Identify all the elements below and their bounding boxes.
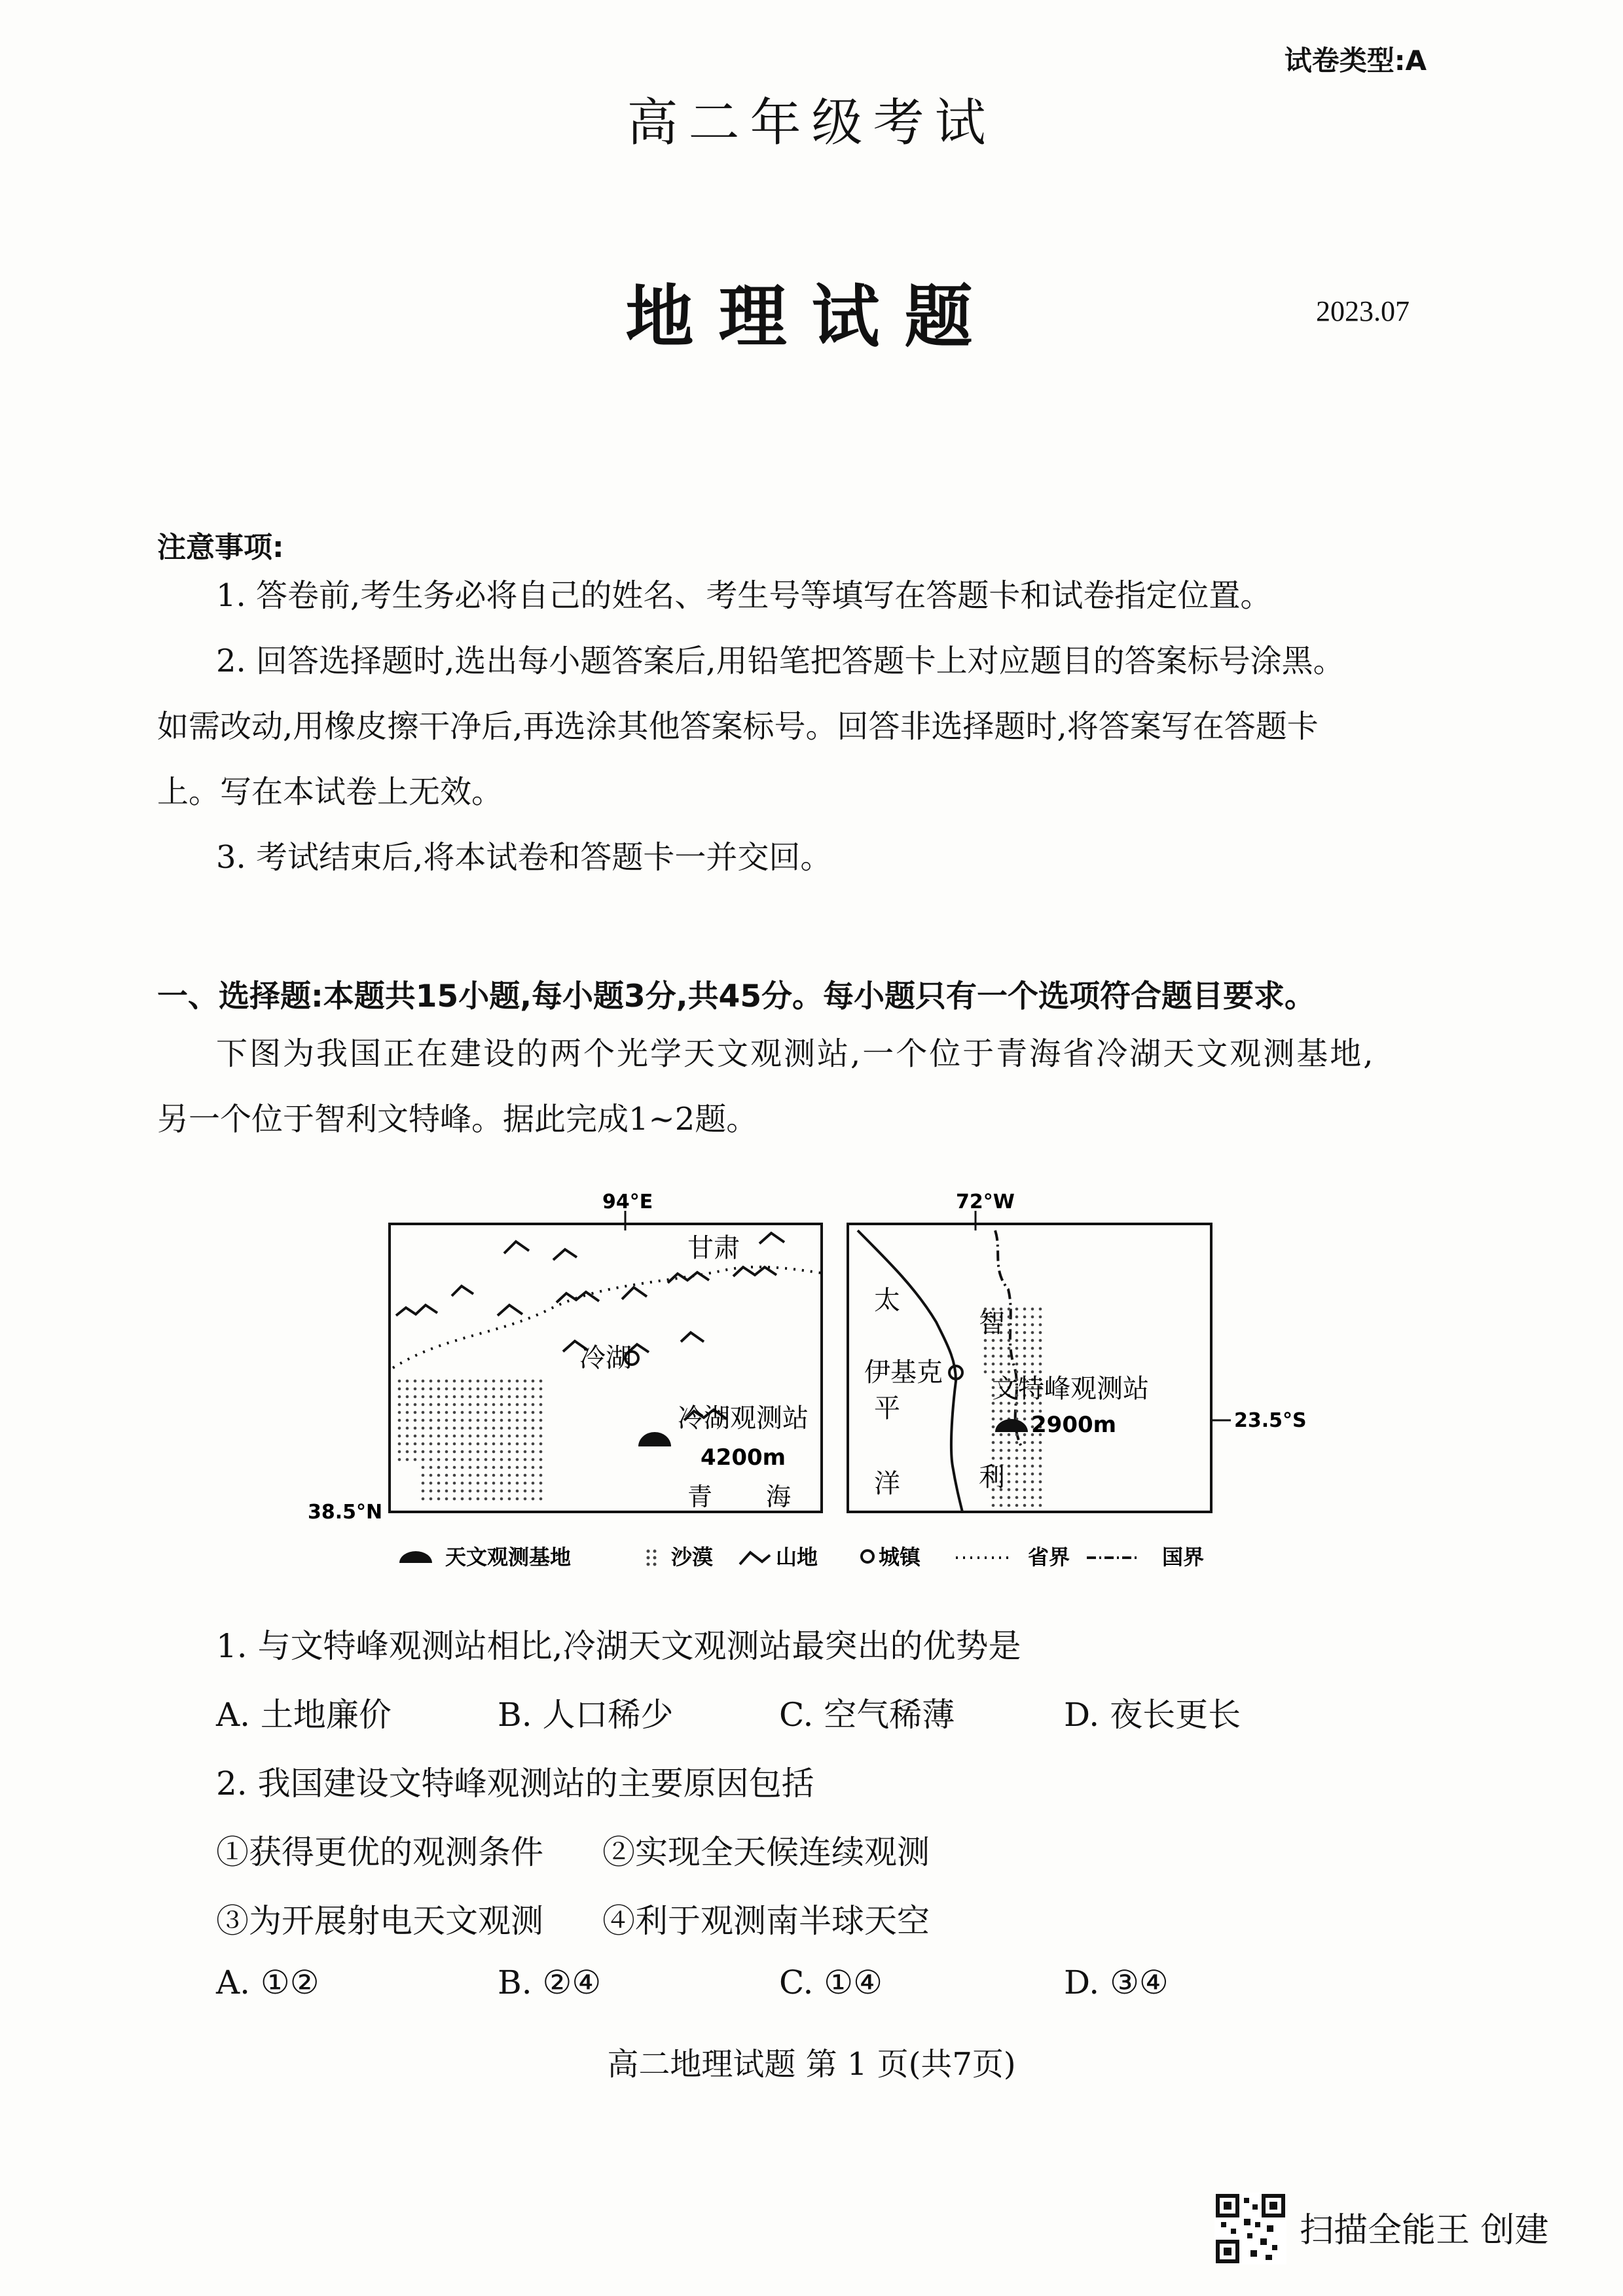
legend-town: 城镇 (879, 1545, 921, 1570)
exam-title: 高二年级考试 (627, 94, 996, 152)
section-heading: 一、选择题:本题共15小题,每小题3分,共45分。每小题只有一个选项符合题目要求。 (157, 978, 1316, 1014)
legend-mountain: 山地 (776, 1545, 818, 1570)
notice-item-2c: 上。写在本试卷上无效。 (157, 774, 503, 810)
ventarrones-station-label: 文特峰观测站 (992, 1374, 1149, 1404)
ventarrones-elevation: 2900m (1031, 1412, 1117, 1438)
page-footer: 高二地理试题 第 1 页(共7页) (607, 2046, 1016, 2083)
q1-option-d: D. 夜长更长 (1064, 1696, 1241, 1734)
ocean-label-1: 太 (874, 1285, 900, 1316)
legend-desert-icon (647, 1550, 657, 1566)
q2-statement-2: ②实现全天候连续观测 (602, 1833, 930, 1871)
map-figure (301, 1185, 1307, 1590)
notice-item-1: 1. 答卷前,考生务必将自己的姓名、考生号等填写在答题卡和试卷指定位置。 (216, 577, 1272, 614)
ventarrones-station-icon (995, 1419, 1028, 1432)
qinghai-label-1: 青 (687, 1482, 713, 1511)
notice-body (157, 563, 1480, 890)
qr-code-icon (1214, 2193, 1286, 2265)
legend-national-border: 国界 (1162, 1545, 1205, 1570)
desert-pattern-left (398, 1380, 543, 1501)
map-legend (399, 1545, 1204, 1570)
iquique-label: 伊基克 (864, 1357, 943, 1388)
legend-desert: 沙漠 (671, 1545, 714, 1570)
question-1-stem: 1. 与文特峰观测站相比,冷湖天文观测站最突出的优势是 (216, 1627, 1021, 1665)
notice-heading: 注意事项: (157, 531, 284, 564)
gansu-label: 甘肃 (687, 1233, 740, 1263)
q2-option-c: C. ①④ (779, 1964, 883, 2001)
legend-base-icon (399, 1551, 432, 1563)
legend-province-border: 省界 (1028, 1545, 1070, 1570)
notice-item-2a: 2. 回答选择题时,选出每小题答案后,用铅笔把答题卡上对应题目的答案标号涂黑。 (216, 643, 1345, 679)
lenghu-station-label: 冷湖观测站 (678, 1403, 809, 1433)
notice-item-3: 3. 考试结束后,将本试卷和答题卡一并交回。 (216, 839, 832, 876)
ocean-label-3: 洋 (874, 1469, 900, 1499)
intro-line-2: 另一个位于智利文特峰。据此完成1~2题。 (157, 1101, 758, 1138)
q2-option-d: D. ③④ (1064, 1964, 1169, 2001)
q1-option-a: A. 土地廉价 (216, 1696, 392, 1734)
question-2-stem: 2. 我国建设文特峰观测站的主要原因包括 (216, 1765, 814, 1803)
subject-title: 地理试题 (625, 276, 998, 357)
legend-town-icon (862, 1551, 873, 1562)
exam-date: 2023.07 (1316, 295, 1410, 327)
left-lat-label: 38.5°N (308, 1501, 383, 1524)
chile-label-1: 智 (979, 1308, 1005, 1338)
qinghai-label-2: 海 (766, 1482, 792, 1511)
intro-line-1: 下图为我国正在建设的两个光学天文观测站,一个位于青海省冷湖天文观测基地, (216, 1035, 1376, 1072)
legend-base: 天文观测基地 (445, 1545, 572, 1570)
notice-item-2b: 如需改动,用橡皮擦干净后,再选涂其他答案标号。回答非选择题时,将答案写在答题卡 (157, 708, 1319, 745)
right-lat-label: 23.5°S (1234, 1409, 1307, 1432)
q2-statement-3: ③为开展射电天文观测 (216, 1902, 543, 1940)
left-lon-label: 94°E (602, 1191, 653, 1213)
paper-type: 试卷类型:A (1284, 45, 1427, 77)
right-lon-label: 72°W (956, 1191, 1015, 1213)
legend-mountain-icon (740, 1552, 770, 1564)
intro-text (157, 1021, 1480, 1152)
ocean-label-2: 平 (874, 1393, 900, 1424)
q2-statement-4: ④利于观测南半球天空 (602, 1902, 930, 1940)
q2-option-b: B. ②④ (498, 1964, 602, 2001)
chile-label-2: 利 (979, 1462, 1005, 1492)
scanner-stamp: 扫描全能王 创建 (1300, 2211, 1549, 2250)
q1-option-b: B. 人口稀少 (498, 1696, 674, 1734)
national-border (995, 1230, 1021, 1446)
lenghu-town-label: 冷湖 (579, 1343, 632, 1373)
q2-option-a: A. ①② (216, 1964, 319, 2001)
lenghu-station-icon (638, 1432, 671, 1446)
q2-statement-1: ①获得更优的观测条件 (216, 1833, 543, 1871)
lenghu-elevation: 4200m (701, 1444, 786, 1471)
q1-option-c: C. 空气稀薄 (779, 1696, 955, 1734)
